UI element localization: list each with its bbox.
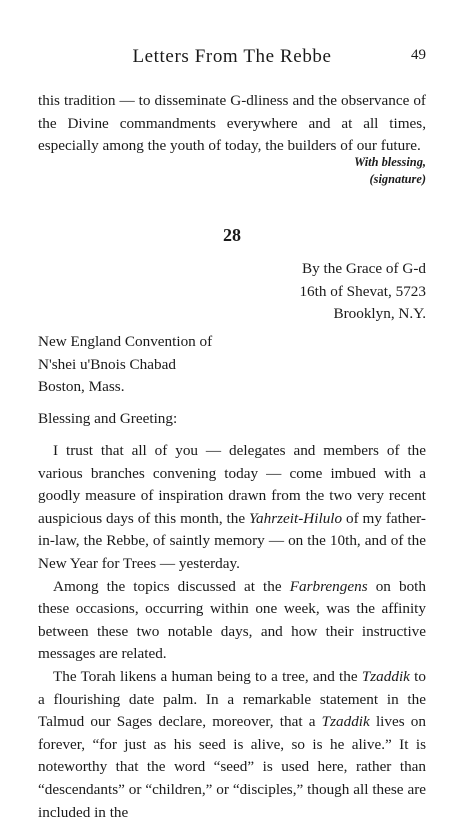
closing-salutation: With blessing, [354,155,426,169]
closing-block [354,154,426,188]
recipient-address [38,331,212,399]
greeting: Blessing and Greeting: [38,410,178,427]
running-title: Letters From The Rebbe [132,46,332,67]
intro-paragraph: this tradition — to disseminate G-dliness and the observance of the Divine commandments everywhere and at all times, especially among the youth of today, the builders of our future. [38,92,426,155]
body-paragraph-3 [38,666,426,824]
letter-body [38,440,426,824]
p3-text-a: The Torah likens a human being to a tree, and the [53,667,362,685]
p3-term-2: Tzaddik [321,713,370,731]
dateline [299,258,426,326]
dateline-place: Brooklyn, N.Y. [333,305,426,323]
book-page [38,0,426,821]
body-paragraph-1 [38,440,426,576]
p1-text-c: of my father-in-law, the Rebbe, of saintly memory — on the 10th, and of the New Year for Trees — yesterday. [38,509,426,572]
dateline-invocation: By the Grace of G-d [302,260,426,277]
address-line-2: N'shei u'Bnois Chabad [38,355,176,373]
running-head [38,46,426,70]
letter-number: 28 [223,225,241,245]
page-number: 49 [411,47,426,63]
p1-term: Yahrzeit-Hilulo [249,509,343,527]
p1-text-a: I trust that all of you — delegates and members of the various branches convening today — come imbued with a goodly measure of inspiration drawn from the two very recent auspicious days of this month, the [38,442,426,527]
p2-term: Farbrengens [289,577,368,595]
p3-text-e: lives on forever, “for just as his seed is alive, so is he alive.” It is noteworthy that the word “seed” is used here, rather than “descendants” or “children,” or “disciples,” though all these are included in the [38,713,426,821]
p2-text-c: on both these occasions, occurring within one week, was the affinity between these two notable days, and how their instructive messages are related. [38,577,426,663]
address-line-1: New England Convention of [38,333,213,350]
body-paragraph-2 [38,576,426,666]
p2-text-a: Among the topics discussed at the [53,577,290,595]
signature-placeholder: (signature) [369,172,426,186]
address-line-3: Boston, Mass. [38,378,125,396]
p3-term-1: Tzaddik [361,667,410,685]
dateline-date: 16th of Shevat, 5723 [299,282,426,300]
p3-text-c: to a flourishing date palm. In a remarkable statement in the Talmud our Sages declare, moreover, that a [38,667,426,731]
